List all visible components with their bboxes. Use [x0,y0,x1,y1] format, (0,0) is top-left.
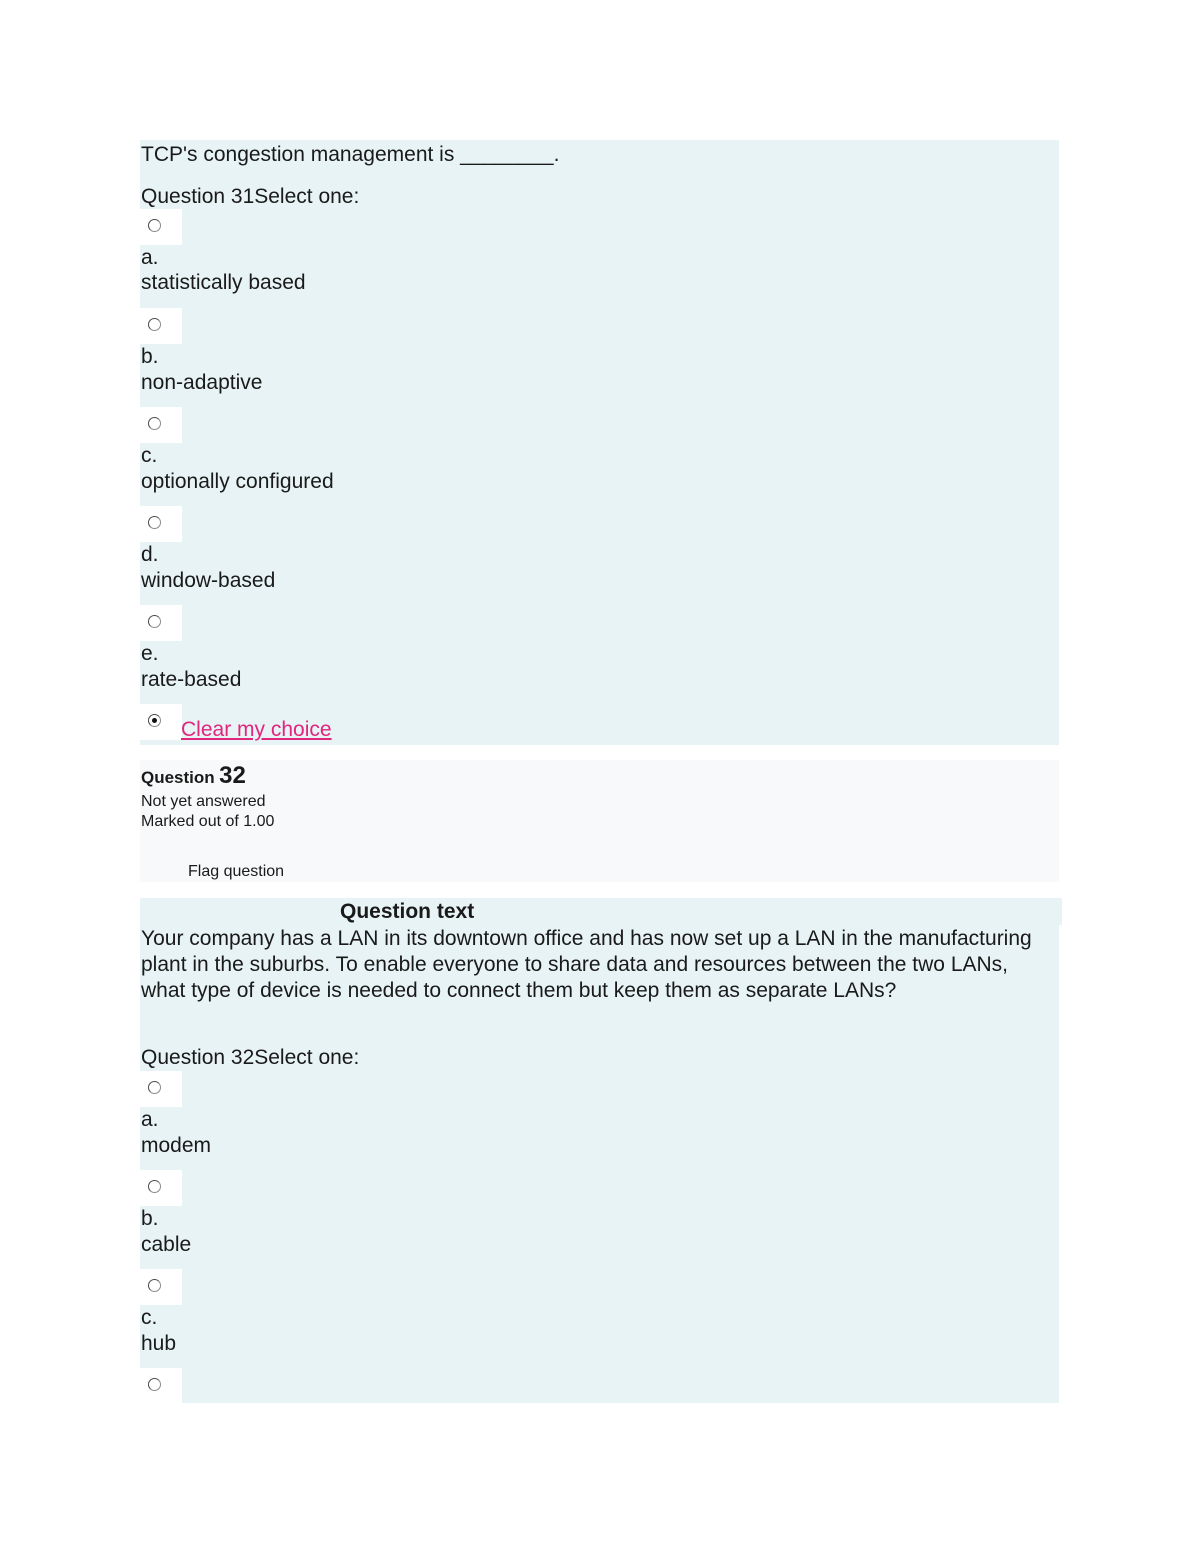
radio-unchecked-icon[interactable] [148,615,161,628]
radio-unchecked-icon[interactable] [148,318,161,331]
option-letter: d. [141,543,159,566]
option-c-radio-box[interactable] [140,407,182,443]
question-31-select-label: Question 31Select one: [141,185,360,208]
option-b-radio-box[interactable] [140,308,182,344]
question-number-heading [141,762,246,790]
option-letter: c. [141,444,158,467]
option-text[interactable]: cable [141,1233,192,1256]
question-32-select-label: Question 32Select one: [141,1046,360,1069]
option-a-radio-box[interactable] [140,1071,182,1107]
question-text-heading: Question text [340,900,475,923]
radio-unchecked-icon[interactable] [148,1378,161,1391]
radio-unchecked-icon[interactable] [148,516,161,529]
option-a-radio-box[interactable] [140,209,182,245]
question-31-panel [140,140,1059,745]
option-text[interactable]: modem [141,1134,212,1157]
question-text-header [140,898,1062,925]
clear-choice-radio-box[interactable] [140,704,182,740]
option-b-radio-box[interactable] [140,1170,182,1206]
radio-unchecked-icon[interactable] [148,1279,161,1292]
question-label: Question [141,768,215,787]
option-text[interactable]: window-based [141,569,276,592]
option-text[interactable]: hub [141,1332,177,1355]
radio-unchecked-icon[interactable] [148,219,161,232]
option-letter: a. [141,246,159,269]
option-text[interactable]: non-adaptive [141,371,263,394]
option-letter: a. [141,1108,159,1131]
question-status: Not yet answered [141,793,266,810]
option-text[interactable]: optionally configured [141,470,334,493]
option-text[interactable]: rate-based [141,668,242,691]
option-d-radio-box[interactable] [140,1368,182,1404]
option-d-radio-box[interactable] [140,506,182,542]
option-letter: b. [141,345,159,368]
question-number: 32 [219,762,246,789]
option-letter: b. [141,1207,159,1230]
option-e-radio-box[interactable] [140,605,182,641]
question-32-text: Your company has a LAN in its downtown office and has now set up a LAN in the manufacturing plant in the suburbs. To enable everyone to share data and resources between the two LANs, what type of device is needed to connect them but keep them as separate LANs? [141,927,1032,1002]
clear-my-choice-link[interactable]: Clear my choice [181,718,332,741]
option-text[interactable]: statistically based [141,271,306,294]
flag-question-link[interactable]: Flag question [188,863,285,880]
option-letter: c. [141,1306,158,1329]
option-c-radio-box[interactable] [140,1269,182,1305]
radio-checked-icon[interactable] [148,714,161,727]
option-letter: e. [141,642,159,665]
question-marks: Marked out of 1.00 [141,813,275,830]
radio-unchecked-icon[interactable] [148,1081,161,1094]
radio-unchecked-icon[interactable] [148,1180,161,1193]
radio-unchecked-icon[interactable] [148,417,161,430]
question-31-text: TCP's congestion management is ________. [141,143,560,166]
